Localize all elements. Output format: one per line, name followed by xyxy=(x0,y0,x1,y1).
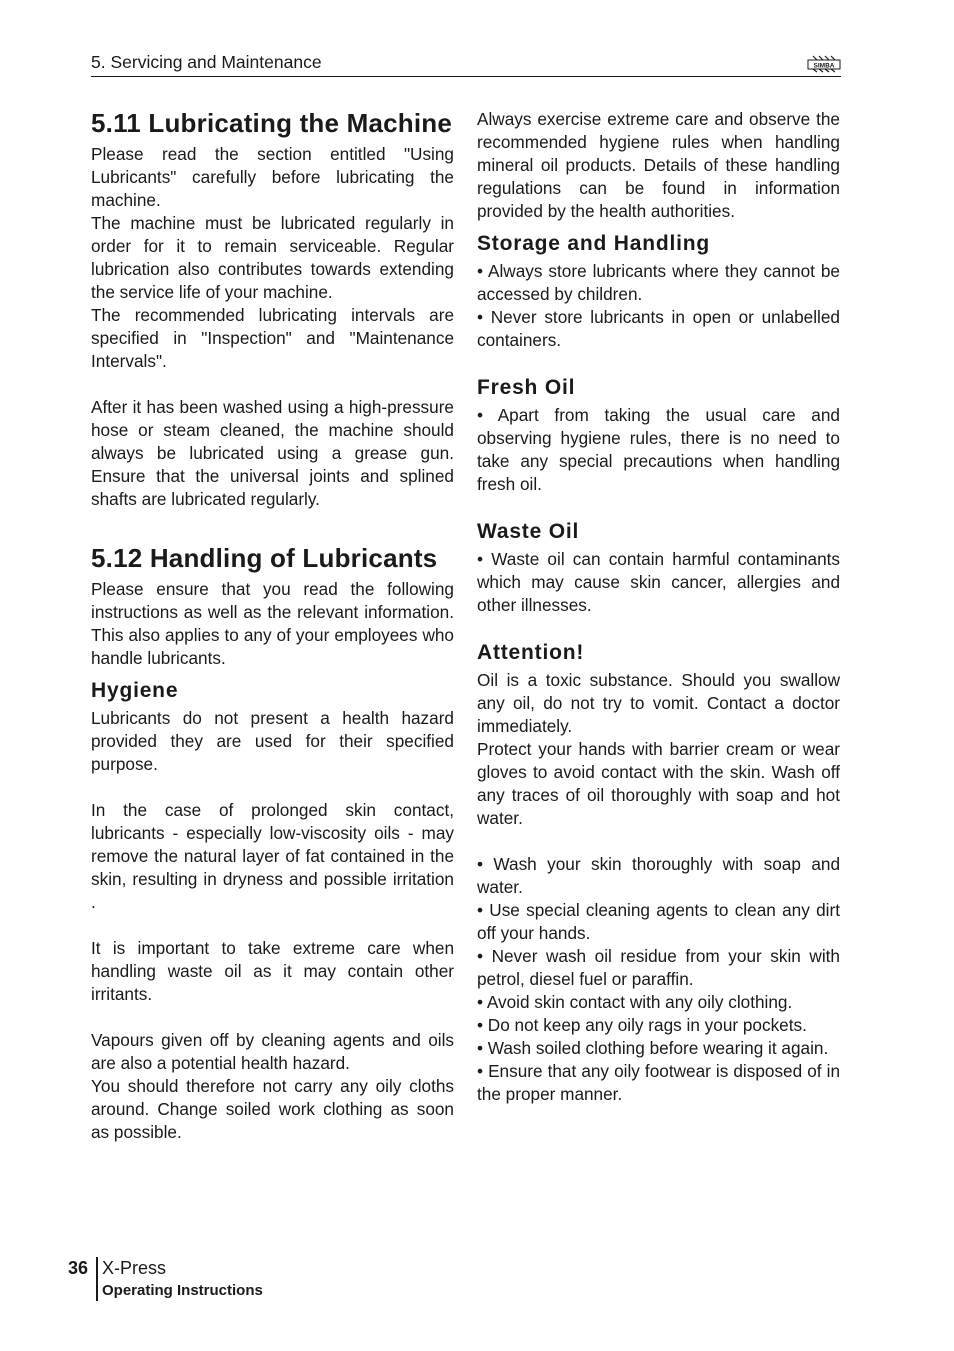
paragraph: Vapours given off by cleaning agents and oils are also a potential health hazard. xyxy=(91,1030,454,1073)
hygiene-heading: Hygiene xyxy=(91,679,179,702)
product-name: X-Press xyxy=(102,1258,167,1278)
page-header xyxy=(91,52,841,77)
paragraph: You should therefore not carry any oily cloths around. Change soiled work clothing as soon as possible. xyxy=(91,1076,454,1142)
list-item: • Ensure that any oily footwear is disposed of in the proper manner. xyxy=(477,1061,840,1104)
footer-divider xyxy=(96,1257,98,1301)
paragraph: Protect your hands with barrier cream or wear gloves to avoid contact with the skin. Wash off any traces of oil thoroughly with soap and hot water. xyxy=(477,739,840,828)
document-subtitle: Operating Instructions xyxy=(102,1282,263,1299)
storage-heading: Storage and Handling xyxy=(477,232,711,255)
section-5-12-heading: 5.12 Handling of Lubricants xyxy=(91,543,438,573)
left-column xyxy=(91,108,454,1144)
list-item: • Do not keep any oily rags in your pockets. xyxy=(477,1015,807,1035)
right-column xyxy=(477,108,840,1106)
paragraph: It is important to take extreme care when handling waste oil as it may contain other irritants. xyxy=(91,938,454,1004)
list-item: • Waste oil can contain harmful contaminants which may cause skin cancer, allergies and other illnesses. xyxy=(477,549,840,615)
paragraph: Always exercise extreme care and observe the recommended hygiene rules when handling mineral oil products. Details of these handling regulations can be found in information provided by the health authorities. xyxy=(477,109,840,221)
page-number: 36 xyxy=(68,1258,89,1278)
list-item: • Never wash oil residue from your skin with petrol, diesel fuel or paraffin. xyxy=(477,946,840,989)
attention-heading: Attention! xyxy=(477,641,585,664)
list-item: • Use special cleaning agents to clean any dirt off your hands. xyxy=(477,900,840,943)
paragraph: After it has been washed using a high-pressure hose or steam cleaned, the machine should always be lubricated using a grease gun. Ensure that the universal joints and splined shafts are lubricated regularly. xyxy=(91,397,454,509)
paragraph: In the case of prolonged skin contact, lubricants - especially low-viscosity oils - may remove the natural layer of fat contained in the skin, resulting in dryness and possible irritation . xyxy=(91,800,454,912)
list-item: • Always store lubricants where they cannot be accessed by children. xyxy=(477,261,840,304)
paragraph: The machine must be lubricated regularly in order for it to remain serviceable. Regular lubrication also contributes towards extending the service life of your machine. xyxy=(91,213,454,302)
list-item: • Apart from taking the usual care and observing hygiene rules, there is no need to take any special precautions when handling fresh oil. xyxy=(477,405,840,494)
paragraph: Please ensure that you read the following instructions as well as the relevant information. This also applies to any of your employees who handle lubricants. xyxy=(91,579,454,668)
list-item: • Never store lubricants in open or unlabelled containers. xyxy=(477,307,840,350)
fresh-oil-heading: Fresh Oil xyxy=(477,376,576,399)
svg-text:SIMBA: SIMBA xyxy=(813,62,835,70)
section-5-11-heading: 5.11 Lubricating the Machine xyxy=(91,108,453,138)
waste-oil-heading: Waste Oil xyxy=(477,520,580,543)
paragraph: The recommended lubricating intervals are specified in "Inspection" and "Maintenance Intervals". xyxy=(91,305,454,371)
paragraph: Lubricants do not present a health hazard provided they are used for their specified purpose. xyxy=(91,708,454,774)
list-item: • Wash soiled clothing before wearing it again. xyxy=(477,1038,829,1058)
simba-logo xyxy=(807,55,841,73)
paragraph: Oil is a toxic substance. Should you swallow any oil, do not try to vomit. Contact a doctor immediately. xyxy=(477,670,840,736)
list-item: • Wash your skin thoroughly with soap and water. xyxy=(477,854,840,897)
list-item: • Avoid skin contact with any oily clothing. xyxy=(477,992,793,1012)
section-title: 5. Servicing and Maintenance xyxy=(91,52,322,72)
paragraph: Please read the section entitled "Using Lubricants" carefully before lubricating the machine. xyxy=(91,144,454,210)
